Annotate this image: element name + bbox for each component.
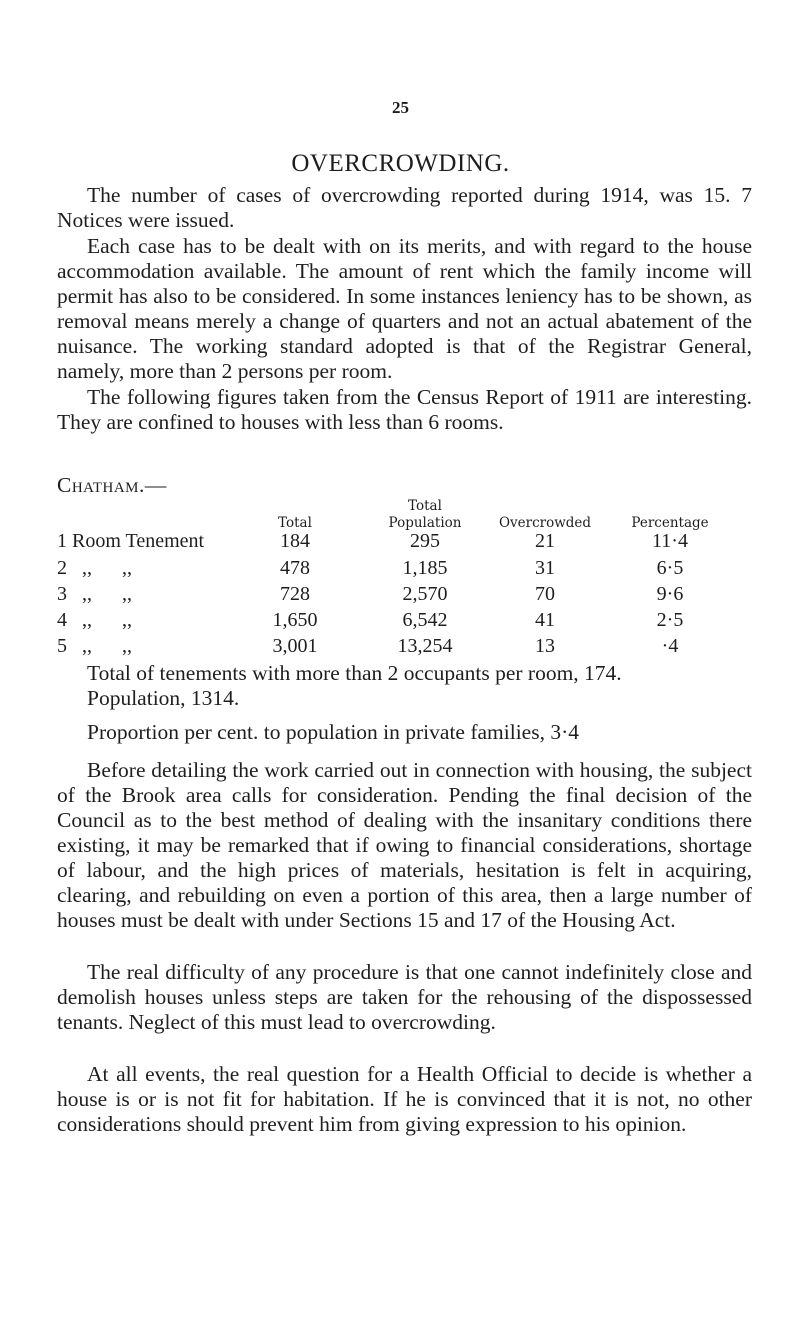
row-total: 3,001 — [272, 635, 318, 657]
row-overcrowded: 41 — [535, 609, 555, 631]
row-overcrowded: 31 — [535, 557, 555, 579]
row-percentage: 9·6 — [656, 583, 684, 605]
paragraph-3: The following figures taken from the Census Report of 1911 are interesting. They are confined to houses with less than 6 rooms. — [57, 385, 752, 434]
row-percentage: 2·5 — [656, 609, 684, 631]
row-overcrowded: 21 — [535, 530, 555, 552]
row-population: 2,570 — [402, 583, 448, 605]
row-percentage: 6·5 — [656, 557, 684, 579]
paragraph-7: The real difficulty of any procedure is that one cannot indefinitely close and demolish houses unless steps are taken for the rehousing of the dispossessed tenants. Neglect of this must lead to overcrowding. — [57, 960, 752, 1034]
row-total: 728 — [280, 583, 310, 605]
row-population: 13,254 — [397, 635, 453, 657]
row-total: 184 — [280, 530, 310, 552]
header-population-line1: Total — [408, 498, 442, 514]
paragraph-1: The number of cases of overcrowding reported during 1914, was 15. 7 Notices were issued. — [57, 183, 752, 232]
row-population: 295 — [410, 530, 440, 552]
row-total: 1,650 — [272, 609, 318, 631]
row-label: 3 ,, ,, — [57, 583, 132, 605]
paragraph-2: Each case has to be dealt with on its merits, and with regard to the house accommodation available. The amount of rent which the family income will permit has also to be considered. In some instances leniency has to be shown, as removal means merely a change of quarters and not an actual abatement of the nuisance. The working standard adopted is that of the Registrar General, namely, more than 2 persons per room. — [57, 234, 752, 383]
header-overcrowded: Overcrowded — [498, 515, 592, 531]
row-overcrowded: 70 — [535, 583, 555, 605]
paragraph-8: At all events, the real question for a Health Official to decide is whether a house is or is not fit for habitation. If he is convinced that it is not, no other considerations should prevent him from giving expression to his opinion. — [57, 1062, 752, 1136]
row-population: 6,542 — [402, 609, 448, 631]
row-label: 5 ,, ,, — [57, 635, 132, 657]
row-total: 478 — [280, 557, 310, 579]
row-label: 2 ,, ,, — [57, 557, 132, 579]
paragraph-6: Before detailing the work carried out in connection with housing, the subject of the Brook area calls for consideration. Pending the final decision of the Council as to the best method of dealing with the insanitary conditions there existing, it may be remarked that if owing to financial considerations, shortage of labour, and the high prices of materials, hesitation is felt in acquiring, clearing, and rebuilding on even a portion of this area, then a large number of houses must be dealt with under Sections 15 and 17 of the Housing Act. — [57, 758, 752, 932]
header-population-line2: Population — [388, 515, 462, 531]
section-heading: OVERCROWDING. — [291, 150, 510, 177]
row-overcrowded: 13 — [535, 635, 555, 657]
row-percentage: ·4 — [661, 635, 679, 657]
paragraph-population: Population, 1314. — [87, 686, 240, 710]
table-place-label: Chatham.— — [57, 473, 167, 497]
header-total: Total — [278, 515, 312, 531]
row-percentage: 11·4 — [652, 530, 688, 552]
row-label: 1 Room Tenement — [57, 530, 205, 552]
paragraph-proportion: Proportion per cent. to population in private families, 3·4 — [87, 720, 580, 744]
row-label: 4 ,, ,, — [57, 609, 132, 631]
paragraph-total-tenements: Total of tenements with more than 2 occupants per room, 174. — [87, 661, 622, 685]
header-percentage: Percentage — [631, 515, 709, 531]
page-number: 25 — [392, 98, 409, 117]
row-population: 1,185 — [402, 557, 448, 579]
